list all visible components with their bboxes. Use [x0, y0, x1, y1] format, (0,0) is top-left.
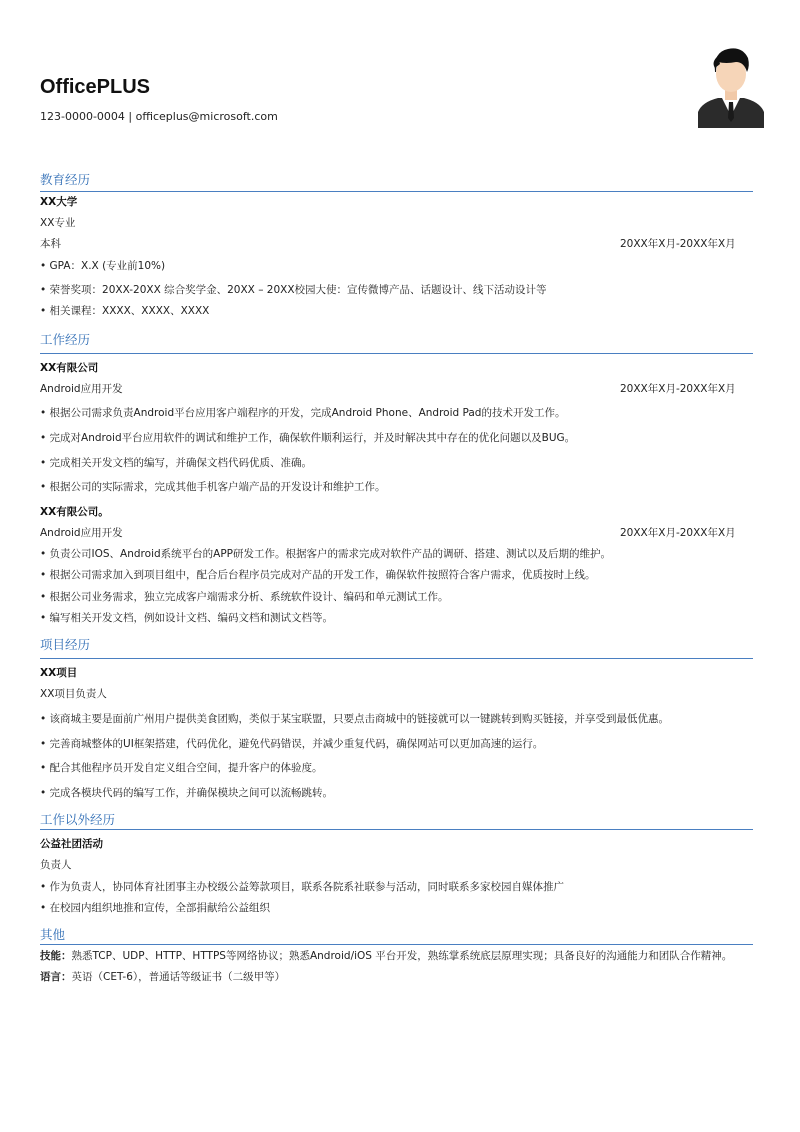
skills-text: 熟悉TCP、UDP、HTTP、HTTPS等网络协议；熟悉Android/iOS 平台开发，熟练掌系统底层原理实现；具备良好的沟通能力和团队合作精神。: [71, 950, 733, 962]
job-bullet: • 根据公司需求负责Android平台应用客户端程序的开发，完成Android Phone、Android Pad的技术开发工作。: [40, 407, 566, 419]
job-bullet: • 根据公司的实际需求，完成其他手机客户端产品的开发设计和维护工作。: [40, 481, 386, 493]
job-date: 20XX年X月-20XX年X月: [620, 383, 736, 395]
avatar-photo: [698, 42, 764, 128]
section-title-education: 教育经历: [40, 172, 91, 187]
job-bullet: • 完成对Android平台应用软件的调试和维护工作，确保软件顺利运行，并及时解决其中存在的优化问题以及BUG。: [40, 432, 576, 444]
section-title-other: 其他: [40, 927, 66, 942]
major: XX专业: [40, 217, 76, 229]
skills-line: [40, 949, 732, 963]
job-bullet: • 根据公司业务需求，独立完成客户端需求分析、系统软件设计、编码和单元测试工作。: [40, 591, 449, 603]
job-bullet: • 编写相关开发文档，例如设计文档、编码文档和测试文档等。: [40, 612, 334, 624]
company-name: XX有限公司。: [40, 506, 109, 518]
section-title-work: 工作经历: [40, 332, 91, 347]
section-divider: [40, 944, 753, 945]
job-bullet: • 负责公司IOS、Android系统平台的APP研发工作。根据客户的需求完成对软件产品的调研、搭建、测试以及后期的维护。: [40, 548, 611, 560]
education-date: 20XX年X月-20XX年X月: [620, 238, 736, 250]
candidate-name: OfficePLUS: [40, 76, 151, 98]
project-bullet: • 完善商城整体的UI框架搭建，代码优化，避免代码错误，并减少重复代码，确保网站可以更加高速的运行。: [40, 738, 544, 750]
education-bullet: • GPA：X.X (专业前10%): [40, 260, 166, 272]
project-role: XX项目负责人: [40, 688, 107, 700]
language-label: 语言：: [40, 971, 72, 983]
job-date: 20XX年X月-20XX年X月: [620, 527, 736, 539]
job-bullet: • 根据公司需求加入到项目组中，配合后台程序员完成对产品的开发工作，确保软件按照符合客户需求，优质按时上线。: [40, 569, 596, 581]
contact-info: 123-0000-0004 | officeplus@microsoft.com: [40, 110, 278, 123]
education-bullet: • 相关课程：XXXX、XXXX、XXXX: [40, 305, 210, 317]
activity-role: 负责人: [40, 859, 72, 871]
language-line: [40, 970, 285, 984]
project-bullet: • 完成各模块代码的编写工作，并确保模块之间可以流畅跳转。: [40, 787, 334, 799]
job-role: Android应用开发: [40, 527, 123, 539]
section-divider: [40, 658, 753, 659]
section-title-extra: 工作以外经历: [40, 812, 116, 827]
company-name: XX有限公司: [40, 362, 99, 374]
job-bullet: • 完成相关开发文档的编写，并确保文档代码优质、准确。: [40, 457, 313, 469]
school-name: XX大学: [40, 196, 78, 208]
activity-bullet: • 在校园内组织地推和宣传，全部捐献给公益组织: [40, 902, 271, 914]
job-role: Android应用开发: [40, 383, 123, 395]
activity-bullet: • 作为负责人，协同体育社团事主办校级公益筹款项目，联系各院系社联参与活动，同时联系多家校园自媒体推广: [40, 881, 565, 893]
section-divider: [40, 353, 753, 354]
section-divider: [40, 191, 753, 192]
section-title-project: 项目经历: [40, 637, 91, 652]
skills-label: 技能：: [40, 950, 72, 962]
activity-name: 公益社团活动: [40, 838, 103, 850]
language-text: 英语（CET-6），普通话等级证书（二级甲等）: [71, 971, 286, 983]
project-bullet: • 该商城主要是面前广州用户提供美食团购，类似于某宝联盟，只要点击商城中的链接就可以一键跳转到购买链接，并享受到最低优惠。: [40, 713, 670, 725]
section-divider: [40, 829, 753, 830]
project-bullet: • 配合其他程序员开发自定义组合空间，提升客户的体验度。: [40, 762, 323, 774]
project-name: XX项目: [40, 667, 78, 679]
degree: 本科: [40, 238, 61, 250]
education-bullet: • 荣誉奖项：20XX-20XX 综合奖学金、20XX – 20XX校园大使：宣传微博产品、话题设计、线下活动设计等: [40, 284, 547, 296]
